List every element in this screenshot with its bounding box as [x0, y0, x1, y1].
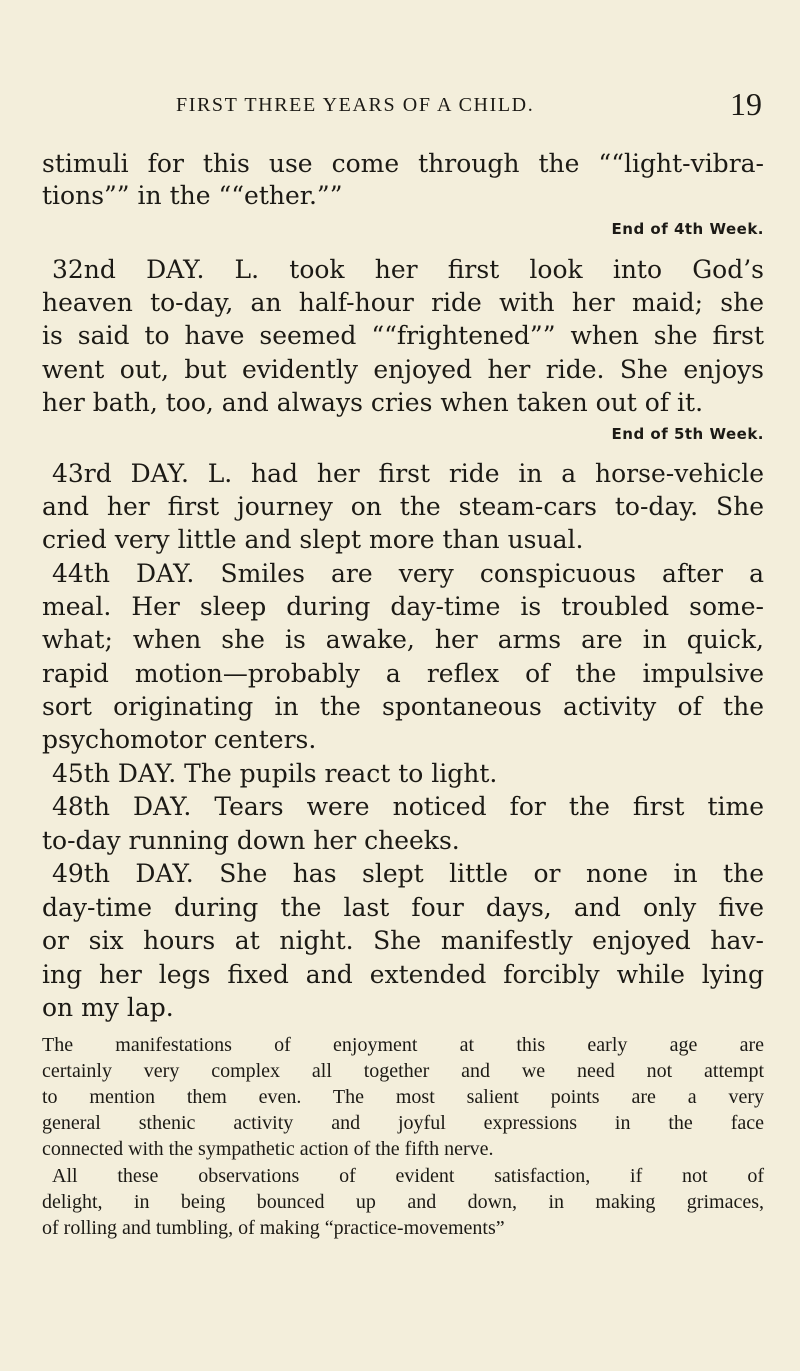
text-line: rapid motion—probably a reflex of the impulsive: [42, 659, 764, 688]
text-line: psychomotor centers.: [42, 725, 317, 754]
text-line: cried very little and slept more than usual.: [42, 525, 584, 554]
text-line: 44th DAY. Smiles are very conspicuous after a: [52, 559, 764, 588]
text-line: 43rd DAY. L. had her first ride in a horse-vehicle: [52, 459, 764, 488]
note-line: All these observations of evident satisfaction, if not of: [52, 1165, 764, 1187]
note-line: of rolling and tumbling, of making “practice-movements”: [42, 1217, 505, 1239]
text-line: is said to have seemed ““frightened”” when she first: [42, 321, 764, 350]
text-line: ing her legs fixed and extended forcibly while lying: [42, 960, 764, 989]
running-head: [0, 86, 800, 128]
text-line: 45th DAY. The pupils react to light.: [52, 759, 498, 788]
note-line: delight, in being bounced up and down, in making grimaces,: [42, 1191, 764, 1213]
text-line: to-day running down her cheeks.: [42, 826, 460, 855]
page-number: 19: [730, 86, 762, 122]
text-line: 48th DAY. Tears were noticed for the first time: [52, 792, 764, 821]
text-line: 49th DAY. She has slept little or none in the: [52, 859, 764, 888]
text-line: on my lap.: [42, 993, 174, 1022]
note-line: general sthenic activity and joyful expressions in the face: [42, 1112, 764, 1134]
text-line: what; when she is awake, her arms are in quick,: [42, 625, 764, 654]
note-line: connected with the sympathetic action of the fifth nerve.: [42, 1138, 494, 1160]
section-marker: End of 4th Week.: [611, 220, 764, 238]
text-line: heaven to-day, an half-hour ride with her maid; she: [42, 288, 764, 317]
note-line: to mention them even. The most salient points are a very: [42, 1086, 764, 1108]
text-line: her bath, too, and always cries when taken out of it.: [42, 388, 704, 417]
text-line: went out, but evidently enjoyed her ride. She enjoys: [42, 355, 764, 384]
running-title: FIRST THREE YEARS OF A CHILD.: [176, 94, 535, 116]
text-line: or six hours at night. She manifestly enjoyed hav-: [42, 926, 764, 955]
text-line: stimuli for this use come through the ““light-vibra-: [42, 149, 764, 178]
text-line: meal. Her sleep during day-time is troubled some-: [42, 592, 764, 621]
text-line: day-time during the last four days, and only five: [42, 893, 764, 922]
text-line: and her first journey on the steam-cars to-day. She: [42, 492, 764, 521]
section-marker: End of 5th Week.: [611, 425, 764, 443]
text-line: 32nd DAY. L. took her first look into God’s: [52, 255, 764, 284]
note-line: The manifestations of enjoyment at this early age are: [42, 1034, 764, 1056]
text-line: sort originating in the spontaneous activity of the: [42, 692, 764, 721]
note-line: certainly very complex all together and we need not attempt: [42, 1060, 764, 1082]
text-line: tions”” in the ““ether.””: [42, 181, 343, 210]
